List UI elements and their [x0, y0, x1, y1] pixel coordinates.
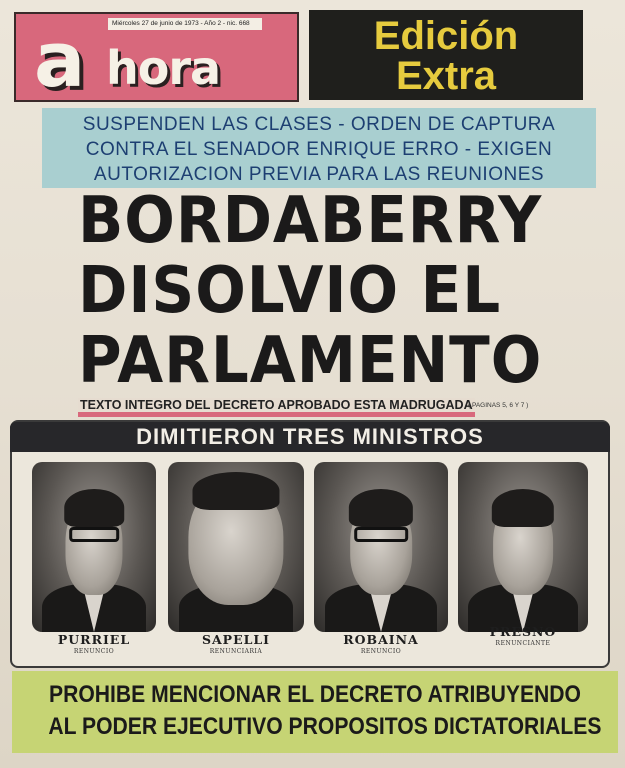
photo-glasses: [69, 527, 119, 542]
minister-name: PRESNO: [489, 624, 557, 639]
masthead-date-line: Miércoles 27 de junio de 1973 - Año 2 - nic. 668: [108, 18, 262, 30]
photo-hair: [192, 472, 279, 509]
minister-photo-robaina: [314, 462, 448, 632]
top-band-line: SUSPENDEN LAS CLASES - ORDEN DE CAPTURA: [82, 114, 556, 135]
minister-photo-sapelli: [168, 462, 304, 632]
logo-word-hora: hora: [106, 41, 221, 95]
photo-hair: [64, 489, 124, 526]
minister-status: RENUNCIARIA: [209, 648, 263, 655]
minister-status: RENUNCIANTE: [495, 640, 551, 647]
main-headline: [78, 186, 558, 396]
minister-status: RENUNCIO: [360, 648, 402, 655]
minister-photo-purriel: [32, 462, 156, 632]
photo-hair: [349, 489, 413, 526]
photo-hair: [492, 489, 554, 526]
bottom-band-line: PROHIBE MENCIONAR EL DECRETO ATRIBUYENDO: [49, 681, 581, 708]
bottom-band-line: AL PODER EJECUTIVO PROPOSITOS DICTATORIALES: [48, 713, 602, 740]
edition-line-1: Edición: [373, 14, 519, 58]
headline-subline: TEXTO INTEGRO DEL DECRETO APROBADO ESTA MADRUGADA: [78, 398, 475, 417]
minister-name: ROBAINA: [343, 632, 419, 647]
minister-photo-presno: [458, 462, 588, 632]
edition-line-2: Extra: [395, 54, 497, 98]
pages-note: ( PAGINAS 5, 6 Y 7 ): [468, 402, 529, 409]
top-band-line: AUTORIZACION PREVIA PARA LAS REUNIONES: [93, 164, 545, 185]
top-news-band: [42, 108, 596, 188]
minister-status: RENUNCIO: [73, 648, 115, 655]
top-band-line: CONTRA EL SENADOR ENRIQUE ERRO - EXIGEN: [85, 139, 553, 160]
photo-glasses: [354, 527, 408, 542]
ministers-heading: DIMITIERON TRES MINISTROS: [10, 422, 610, 452]
minister-name: PURRIEL: [57, 632, 131, 647]
masthead: [14, 12, 299, 102]
minister-name: SAPELLI: [201, 632, 271, 647]
edition-extra-box: [309, 10, 583, 100]
bottom-news-band: [12, 671, 618, 753]
headline-line: DISOLVIO EL: [78, 254, 502, 328]
logo-letter-a: a: [34, 15, 86, 104]
headline-line: BORDABERRY: [78, 184, 543, 258]
headline-line: PARLAMENTO: [78, 324, 543, 398]
